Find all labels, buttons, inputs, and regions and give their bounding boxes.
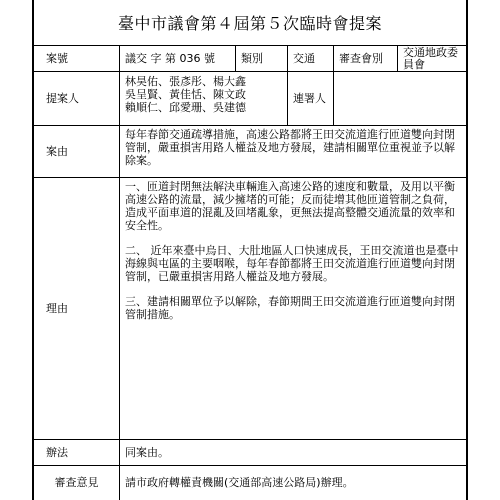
- rationale-text: [120, 178, 468, 439]
- case-number-row: [34, 46, 466, 72]
- proposal-form: [32, 0, 468, 500]
- label-char: 案: [57, 91, 68, 105]
- case-number-label: [34, 46, 120, 71]
- method-row: [34, 440, 466, 466]
- committee-value: 交通地政委員會: [403, 45, 458, 71]
- committee-label: 審查會別: [334, 46, 398, 71]
- rationale-paragraph: 三、建請相關單位予以解除，春節期間王田交流道進行匝道雙向封閉管制措施。: [125, 295, 455, 321]
- proposer-names-line: 吳呈賢、黃佳恬、陳文政: [125, 88, 246, 101]
- method-label: [34, 440, 120, 465]
- label-char: 案: [46, 144, 57, 158]
- proposer-names-line: 賴順仁、邱愛珊、吳建德: [125, 101, 246, 114]
- label-char: 案: [46, 51, 57, 65]
- form-title: 臺中市議會第４屆第５次臨時會提案: [34, 0, 466, 46]
- proposer-label: [34, 72, 120, 125]
- category-value: 交通: [288, 46, 334, 71]
- proposer-names-line: 林昊佑、張彥彤、楊大鑫: [125, 75, 246, 88]
- label-char: 辦: [46, 445, 57, 459]
- review-row: [34, 466, 466, 500]
- reason-row: [34, 126, 466, 178]
- review-label-text: 審查意見: [54, 476, 99, 489]
- label-char: 人: [68, 91, 79, 105]
- reason-text: 每年春節交通疏導措施，高速公路都將王田交流道進行匝道雙向封閉管制，嚴重損害用路人權益及地方發展，建請相關單位重視並予以解除案。: [125, 128, 455, 167]
- label-char: 由: [57, 144, 68, 158]
- category-label: 類別: [236, 46, 288, 71]
- cosigner-label: 連署人: [288, 72, 334, 125]
- proposer-row: [34, 72, 466, 126]
- label-char: 提: [46, 91, 57, 105]
- review-text: 請市政府轉權責機關(交通部高速公路局)辦理。: [125, 476, 354, 489]
- label-char: 理: [46, 301, 57, 315]
- rationale-paragraph: 一、匝道封閉無法解決車輛進入高速公路的速度和數量，及用以平衡高速公路的流量，減少擁堵的可能；反而徒增其他匝道管制之負荷，造成平面車道的混亂及回堵亂象，更無法提高整體交通流量的效率和安全性。: [125, 180, 455, 232]
- cosigner-value: [334, 72, 468, 125]
- case-number-value: 議交 字 第 036 號: [120, 46, 236, 71]
- rationale-label: [34, 178, 120, 439]
- rationale-paragraph: 二、 近年來臺中烏日、大肚地區人口快速成長，王田交流道也是臺中海線與屯區的主要咽喉，每年春節都將王田交流道進行匝道雙向封閉管制，已嚴重損害用路人權益及地方發展。: [125, 244, 459, 283]
- reason-label: [34, 126, 120, 177]
- review-label: [34, 466, 120, 500]
- rationale-row: [34, 178, 466, 440]
- label-char: 由: [57, 301, 68, 315]
- proposer-names: [120, 72, 288, 125]
- label-char: 號: [57, 51, 68, 65]
- label-char: 法: [57, 445, 68, 459]
- method-text: 同案由。: [125, 445, 169, 459]
